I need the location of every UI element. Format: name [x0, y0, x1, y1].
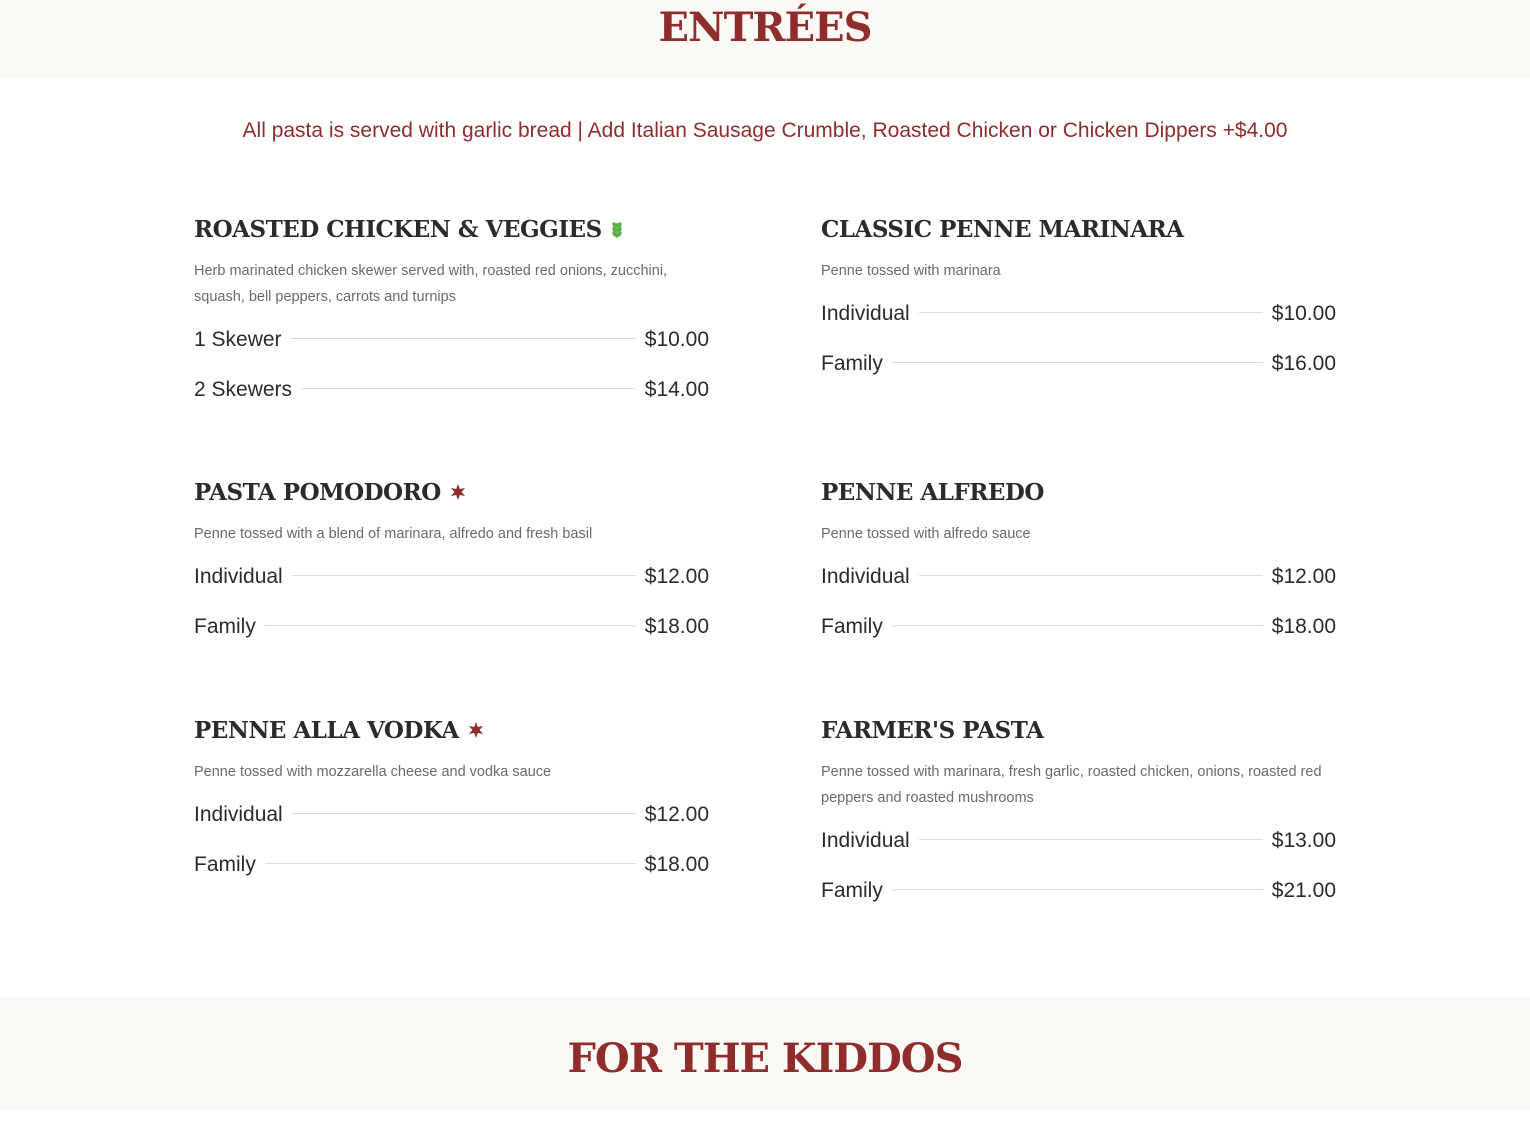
price-row — [821, 289, 1336, 339]
leader-line — [265, 863, 636, 864]
price-value: $16.00 — [1271, 352, 1336, 375]
price-label: Individual — [821, 302, 910, 325]
price-label: Individual — [821, 565, 910, 588]
item-description: Penne tossed with a blend of marinara, alfredo and fresh basil — [194, 526, 593, 542]
leader-line — [301, 388, 636, 389]
menu-item-roasted-chicken-veggies — [194, 214, 709, 415]
menu-item-farmers-pasta — [821, 715, 1336, 916]
price-value: $14.00 — [644, 378, 709, 401]
kiddos-header-band — [0, 997, 1530, 1110]
price-value: $21.00 — [1271, 879, 1336, 902]
price-label: Family — [194, 853, 256, 876]
item-description: Penne tossed with marinara — [821, 263, 1001, 279]
pasta-notice: All pasta is served with garlic bread | Add Italian Sausage Crumble, Roasted Chicken or Chicken Dippers +$4.00 — [242, 119, 1288, 142]
price-list — [194, 790, 709, 890]
item-title: PASTA POMODORO — [194, 478, 441, 506]
leader-line — [919, 312, 1263, 313]
price-value: $10.00 — [1271, 302, 1336, 325]
item-title: CLASSIC PENNE MARINARA — [821, 215, 1184, 243]
leader-line — [292, 813, 636, 814]
price-label: 2 Skewers — [194, 378, 293, 401]
leader-line — [265, 625, 636, 626]
price-value: $12.00 — [1271, 565, 1336, 588]
section-title-kiddos: FOR THE KIDDOS — [567, 1035, 963, 1082]
price-value: $18.00 — [644, 853, 709, 876]
item-title: PENNE ALFREDO — [821, 478, 1044, 506]
price-value: $12.00 — [644, 565, 709, 588]
price-list — [821, 816, 1336, 916]
price-value: $18.00 — [644, 615, 709, 638]
price-list — [194, 552, 709, 652]
price-row — [194, 602, 709, 652]
menu-item-classic-penne-marinara — [821, 214, 1336, 389]
menu-item-penne-alfredo — [821, 477, 1336, 652]
item-description: Penne tossed with mozzarella cheese and vodka sauce — [194, 764, 552, 780]
section-title-entrees: ENTRÉES — [658, 4, 872, 51]
price-label: Family — [821, 352, 883, 375]
entrees-header-band — [0, 0, 1530, 78]
wheat-icon — [610, 219, 624, 239]
star-icon — [449, 483, 467, 501]
price-value: $12.00 — [644, 803, 709, 826]
price-row — [821, 339, 1336, 389]
price-row — [821, 552, 1336, 602]
leader-line — [292, 575, 636, 576]
leader-line — [291, 338, 636, 339]
item-description: Herb marinated chicken skewer served with, roasted red onions, zucchini, squash, bell peppers, carrots and turnips — [194, 263, 668, 305]
leader-line — [892, 889, 1263, 890]
leader-line — [892, 362, 1263, 363]
price-label: Individual — [194, 565, 283, 588]
price-list — [194, 315, 709, 415]
price-label: Family — [821, 879, 883, 902]
price-row — [821, 866, 1336, 916]
price-row — [194, 790, 709, 840]
leader-line — [919, 839, 1263, 840]
price-value: $10.00 — [644, 328, 709, 351]
leader-line — [919, 575, 1263, 576]
menu-item-pasta-pomodoro — [194, 477, 709, 652]
price-row — [194, 840, 709, 890]
item-description: Penne tossed with alfredo sauce — [821, 526, 1031, 542]
item-title: FARMER'S PASTA — [821, 716, 1044, 744]
price-label: Family — [194, 615, 256, 638]
price-label: Individual — [194, 803, 283, 826]
price-value: $13.00 — [1271, 829, 1336, 852]
price-row — [194, 315, 709, 365]
item-title: ROASTED CHICKEN & VEGGIES — [194, 215, 602, 243]
leader-line — [892, 625, 1263, 626]
price-row — [821, 816, 1336, 866]
price-list — [821, 552, 1336, 652]
price-row — [194, 552, 709, 602]
price-list — [821, 289, 1336, 389]
price-label: Family — [821, 615, 883, 638]
star-icon — [467, 721, 485, 739]
item-title: PENNE ALLA VODKA — [194, 716, 459, 744]
price-label: Individual — [821, 829, 910, 852]
price-label: 1 Skewer — [194, 328, 282, 351]
price-value: $18.00 — [1271, 615, 1336, 638]
price-row — [821, 602, 1336, 652]
price-row — [194, 365, 709, 415]
menu-item-penne-alla-vodka — [194, 715, 709, 890]
item-description: Penne tossed with marinara, fresh garlic, roasted chicken, onions, roasted red peppers and roasted mushrooms — [821, 764, 1322, 806]
